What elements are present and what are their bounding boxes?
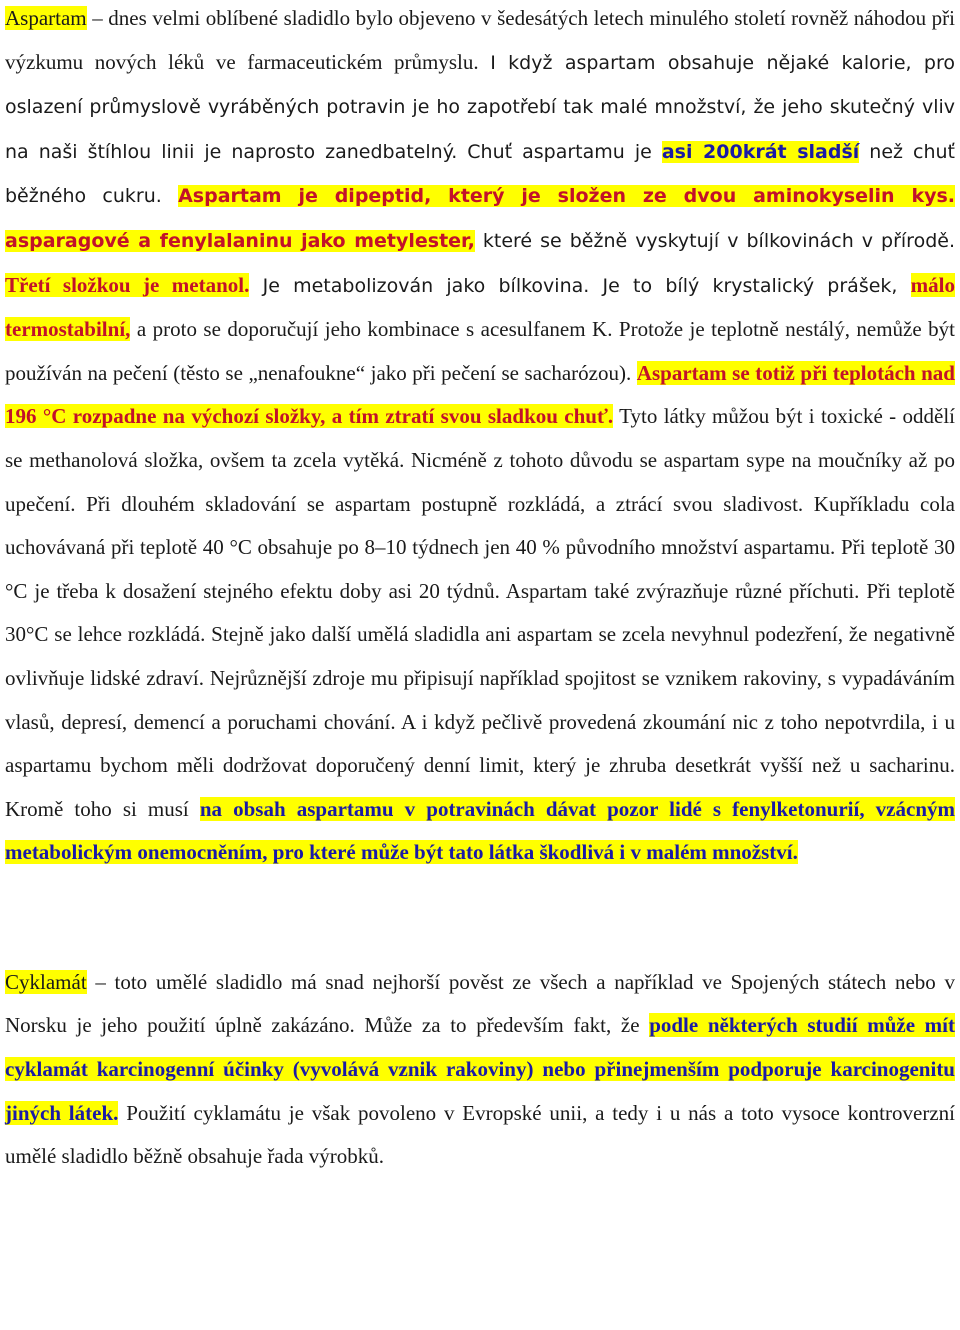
aspartam-proteins: které se běžně vyskytují v bílkovinách v přírodě. [474,229,955,252]
term-aspartam: Aspartam [5,6,87,30]
highlight-thermostability: málo termostabilní, [5,272,955,342]
aspartam-intro: – dnes velmi oblíbené sladidlo bylo objeveno v šedesátých letech minulého století rovněž náhodou při výzkumu nových léků ve farmaceutickém průmyslu. [5,6,955,74]
highlight-carcinogenic: podle některých studií může mít cyklamát karcinogenní účinky (vyvolává vznik rakoviny) nebo přinejmenším podporuje karcinogenitu jiných látek. [5,1013,955,1125]
highlight-sweetness: asi 200krát sladší [661,140,860,163]
highlight-methanol: Třetí složkou je metanol. [5,272,250,297]
aspartam-calories: I když aspartam obsahuje nějaké kalorie, pro oslazení průmyslově vyráběných potravin je ho zapotřebí tak malé množství, že jeho skutečný vliv na naši štíhlou linii je naprosto zanedbatelný. Chuť aspartamu je [5,51,955,163]
cyklamat-intro: – toto umělé sladidlo má snad nejhorší pověst ze všech a například ve Spojených státech nebo v Norsku je jeho použití úplně zakázáno. Může za to především fakt, že [5,969,955,1038]
highlight-decomposition: Aspartam se totiž při teplotách nad 196 °C rozpadne na výchozí složky, a tím ztratí svou sladkou chuť. [5,360,955,429]
aspartam-storage: Tyto látky můžou být i toxické - oddělí se methanolová složka, ovšem ta zcela vytěká. Nicméně z tohoto důvodu se aspartam sype na moučníky až po upečení. Při dlouhém skladování se aspartam postupně rozkládá, a ztrácí svou sladivost. Kupříkladu cola uchovávaná při teplotě 40 °C obsahuje po 8–10 týdnech jen 40 % původního množství aspartamu. Při teplotě 30 °C je třeba k dosažení stejného efektu doby asi 20 týdnů. Aspartam také zvýrazňuje různé příchuti. Při teplotě 30°C se lehce rozkládá. Stejně jako další umělá sladidla ani aspartam se zcela nevyhnul podezření, že negativně ovlivňuje lidské zdraví. Nejrůznější zdroje mu připisují například spojitost se vznikem rakoviny, s vypadáváním vlasů, depresí, demencí a poruchami chování. A i když pečlivě provedená zkoumání nic z toho nepotvrdila, i u aspartamu bychom měli dodržovat doporučený denní limit, který je zhruba desetkrát vyšší než u sacharinu. Kromě toho si musí [5,404,955,821]
highlight-dipeptide: Aspartam je dipeptid, který je složen ze dvou aminokyselin kys. asparagové a fenylalaninu jako metylester, [5,185,955,252]
aspartam-sugar: než chuť běžného cukru. [5,140,955,208]
aspartam-metabolism: Je metabolizován jako bílkovina. Je to bílý krystalický prášek, [249,274,911,297]
aspartam-baking: a proto se doporučují jeho kombinace s acesulfanem K. Protože je teplotně nestálý, nemůže být používán na pečení (těsto se „nenafoukne“ jako při pečení se sacharózou). [5,317,955,385]
paragraph-aspartam [5,0,955,875]
cyklamat-eu: Použití cyklamátu je však povoleno v Evropské unii, a tedy i u nás a toto vysoce kontroverzní umělé sladidlo běžně obsahuje řada výrobků. [5,1100,955,1169]
highlight-phenylketonuria: na obsah aspartamu v potravinách dávat pozor lidé s fenylketonurií, vzácným metabolickým onemocněním, pro které může být tato látka škodlivá i v malém množství. [5,796,955,865]
term-cyklamat: Cyklamát [5,969,87,994]
paragraph-cyklamat [5,961,955,1179]
